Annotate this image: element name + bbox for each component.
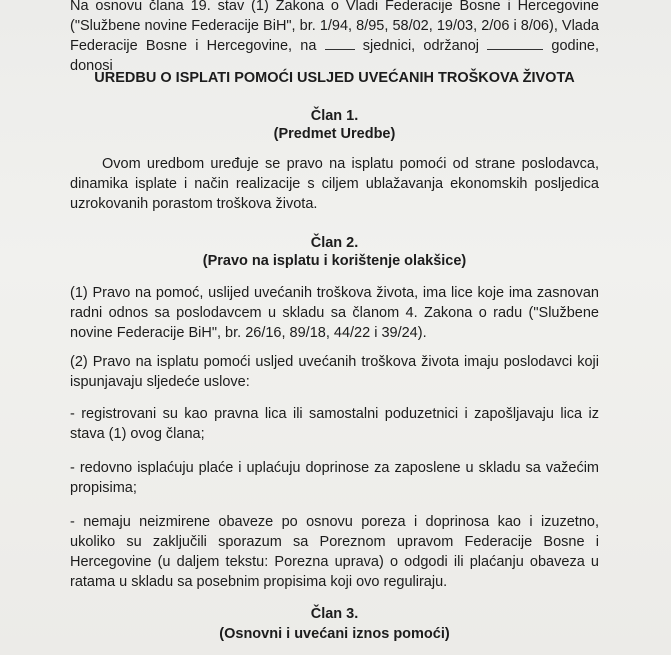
article-2-heading: Član 2. xyxy=(310,235,359,251)
article-1-heading: Član 1. xyxy=(310,108,359,124)
article-2-paragraph-2: (2) Pravo na isplatu pomoći usljed uvećanih troškova života imaju poslodavci koji ispunjavaju sljedeće uslove: xyxy=(70,354,599,390)
preamble-text-2: sjednici, održanoj xyxy=(354,38,488,54)
article-2-bullet-3: - nemaju neizmirene obaveze po osnovu poreza i doprinosa kao i izuzetno, ukoliko su zaključili sporazum sa Poreznom upravom Federacije Bosne i Hercegovine (u daljem tekstu: Porezna uprava) o odgodi ili plaćanju obaveza u ratama u skladu sa posebnim propisima koji ovo reguliraju. xyxy=(70,514,599,590)
session-number-blank xyxy=(325,37,355,50)
preamble-text-1: Na osnovu člana 19. stav (1) Zakona o Vladi Federacije Bosne i Hercegovine ("Službene novine Federacije BiH", br. 1/94, 8/95, 58/02, 19/03, 2/06 i 8/06), Vlada Federacije Bosne i Hercegovine, na xyxy=(70,0,599,54)
article-2-paragraph-1: (1) Pravo na pomoć, uslijed uvećanih troškova života, ima lice koje ima zasnovan radni odnos sa poslodavcem u skladu sa članom 4. Zakona o radu ("Službene novine Federacije BiH", br. 26/16, 89/18, 44/22 i 39/24). xyxy=(70,285,599,341)
document-title: UREDBU O ISPLATI POMOĆI USLJED UVEĆANIH TROŠKOVA ŽIVOTA xyxy=(94,70,575,86)
article-2-bullet-1: - registrovani su kao pravna lica ili samostalni poduzetnici i zapošljavaju lica iz stava (1) ovog člana; xyxy=(70,406,599,442)
article-1-subheading: (Predmet Uredbe) xyxy=(273,126,396,142)
article-3-heading: Član 3. xyxy=(310,606,359,622)
article-3-subheading: (Osnovni i uvećani iznos pomoći) xyxy=(219,626,450,642)
article-2-bullet-2: - redovno isplaćuju plaće i uplaćuju doprinose za zaposlene u skladu sa važećim propisima; xyxy=(70,460,599,496)
article-1-paragraph: Ovom uredbom uređuje se pravo na isplatu pomoći od strane poslodavca, dinamika isplate i način realizacije s ciljem ublažavanja ekonomskih posljedica uzrokovanih porastom troškova života. xyxy=(70,156,599,212)
preamble-text-3: godine, donosi xyxy=(70,38,599,74)
preamble xyxy=(70,0,599,76)
article-2-subheading: (Pravo na isplatu i korištenje olakšice) xyxy=(202,253,467,269)
date-blank xyxy=(487,37,543,50)
